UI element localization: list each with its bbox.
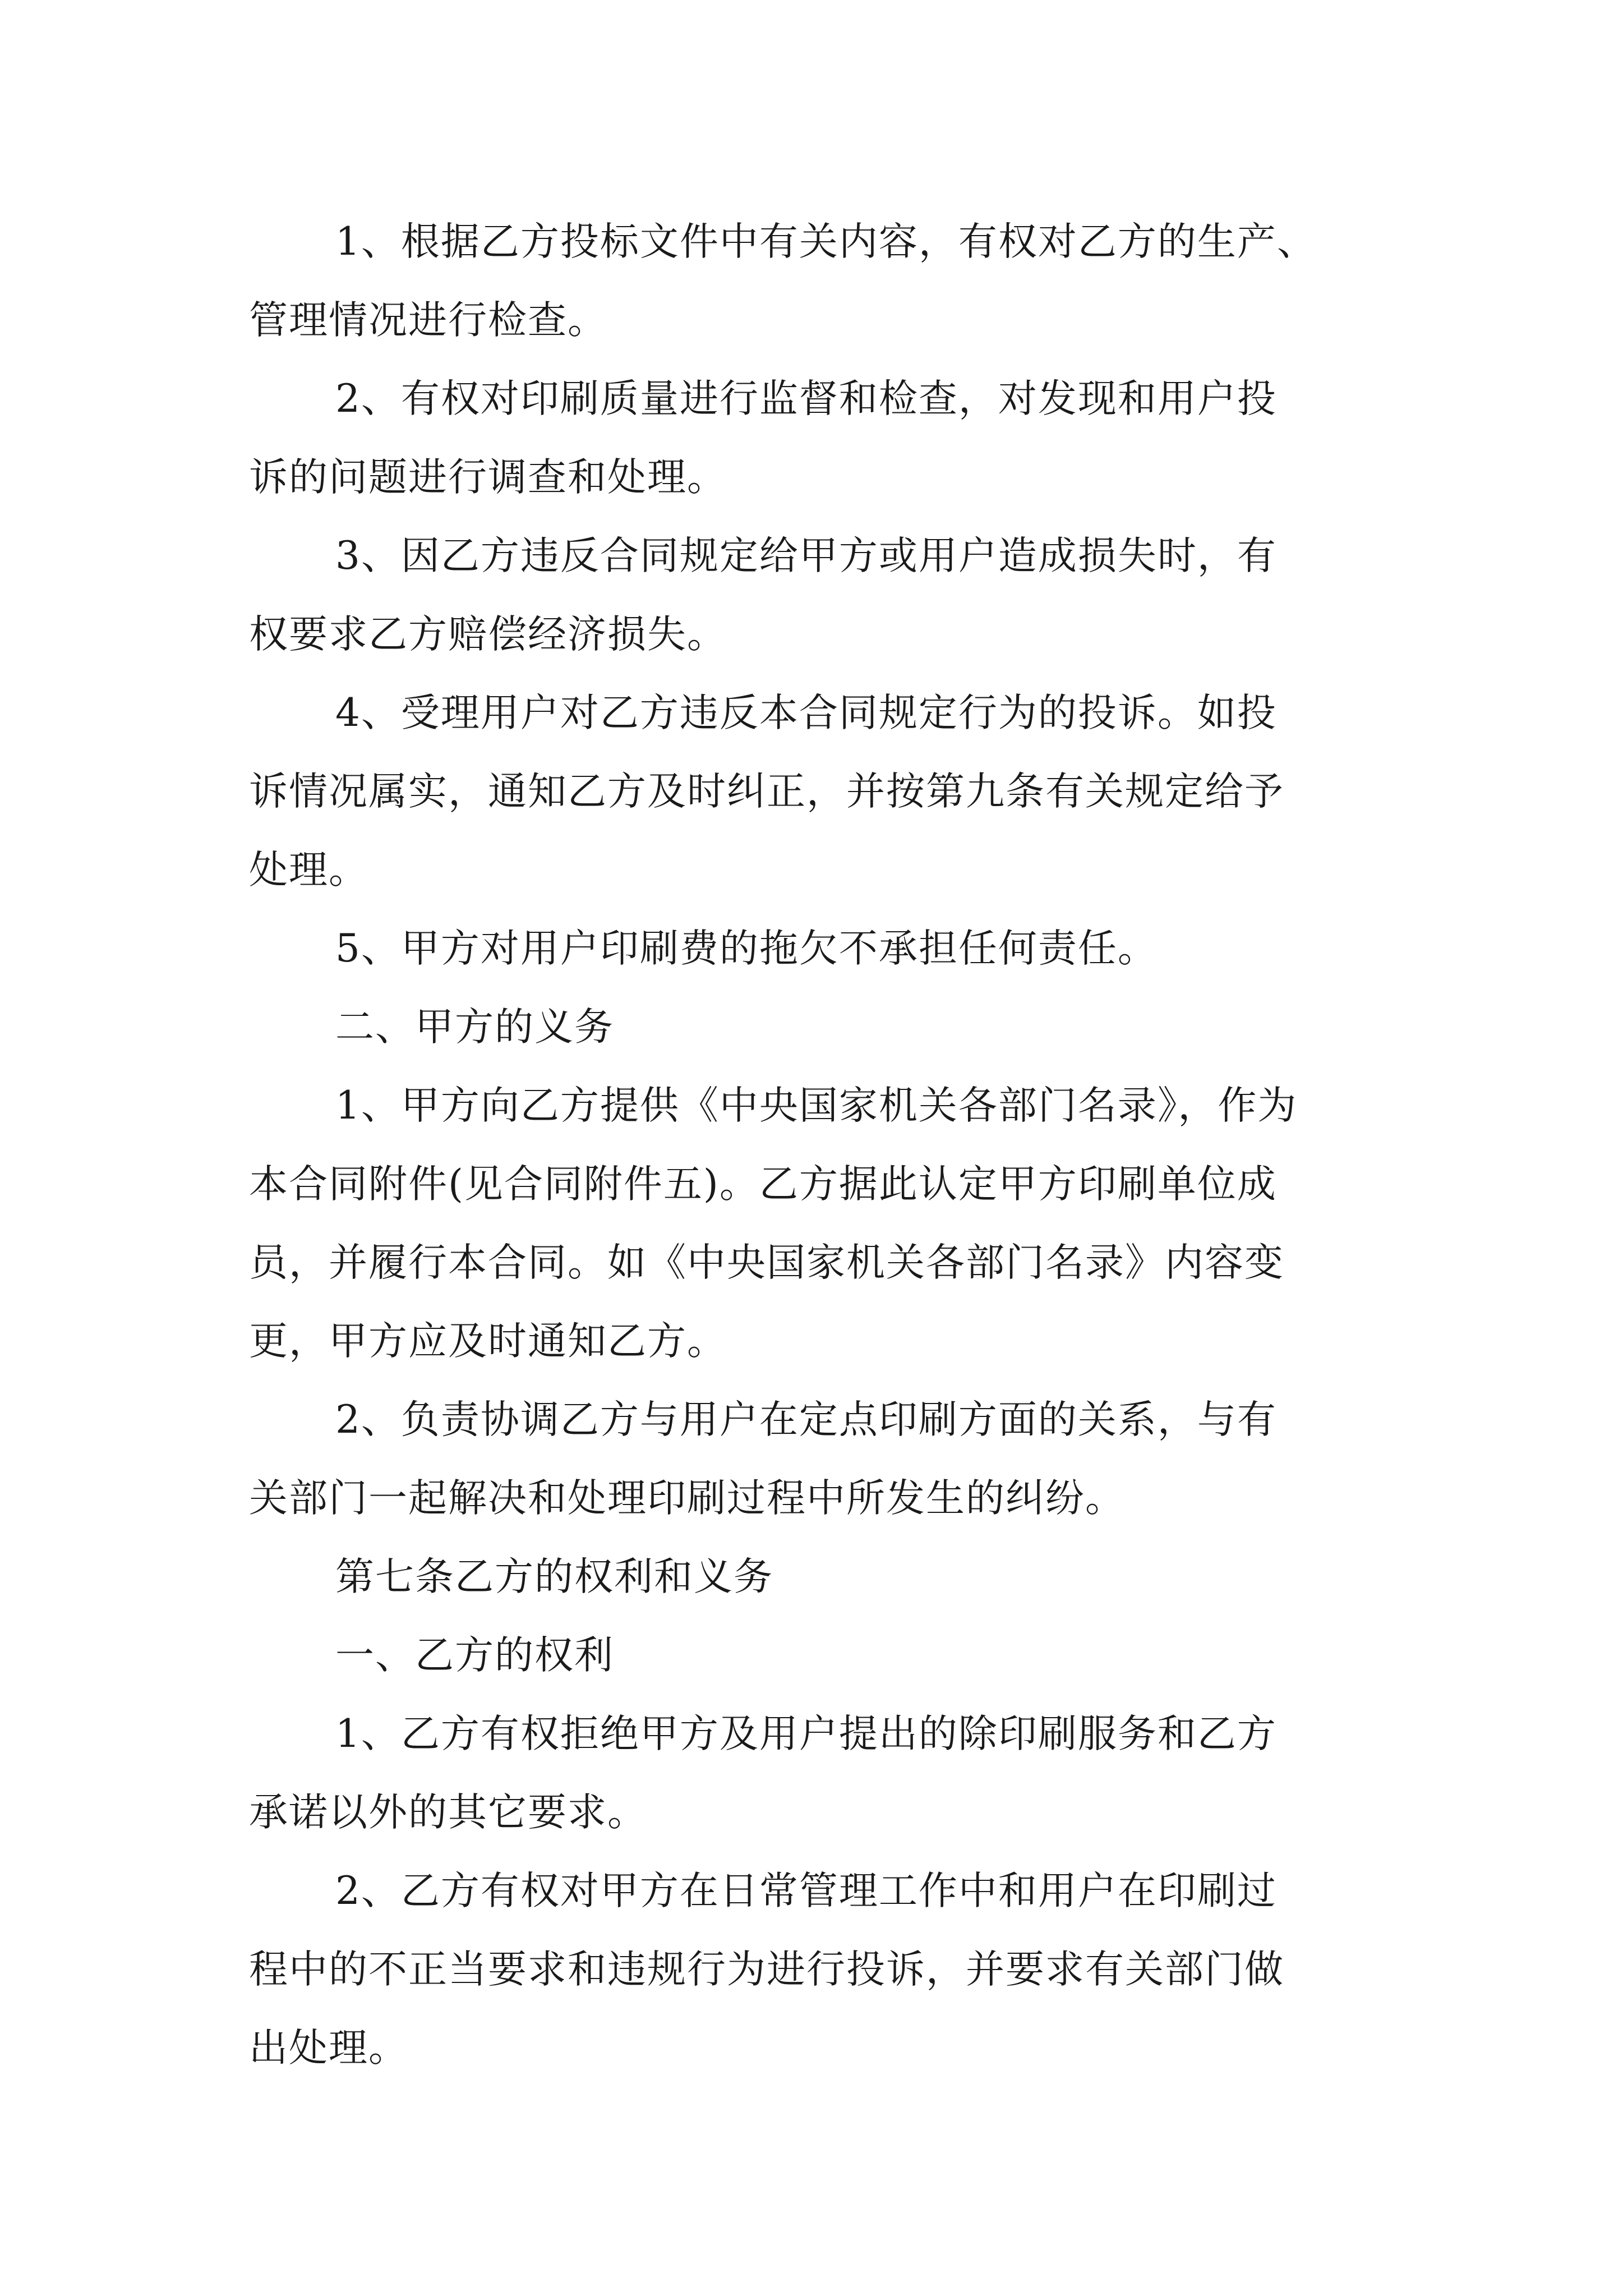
text-line: 4、受理用户对乙方违反本合同规定行为的投诉。如投 [335, 691, 1277, 735]
text-line: 权要求乙方赔偿经济损失。 [249, 612, 727, 657]
text-line: 2、乙方有权对甲方在日常管理工作中和用户在印刷过 [335, 1869, 1277, 1913]
text-line: 本合同附件(见合同附件五)。乙方据此认定甲方印刷单位成 [249, 1162, 1277, 1207]
text-line: 承诺以外的其它要求。 [249, 1790, 647, 1835]
text-line: 1、根据乙方投标文件中有关内容，有权对乙方的生产、 [335, 219, 1317, 264]
text-line: 更，甲方应及时通知乙方。 [249, 1319, 727, 1364]
text-line: 出处理。 [249, 2026, 408, 2070]
text-line: 诉情况属实，通知乙方及时纠正，并按第九条有关规定给予 [249, 769, 1284, 814]
text-line: 2、有权对印刷质量进行监督和检查，对发现和用户投 [335, 376, 1277, 421]
text-line: 程中的不正当要求和违规行为进行投诉，并要求有关部门做 [249, 1947, 1284, 1992]
text-line: 处理。 [249, 848, 368, 892]
section-heading: 一、乙方的权利 [335, 1633, 614, 1678]
text-line: 管理情况进行检查。 [249, 298, 607, 343]
text-line: 1、甲方向乙方提供《中央国家机关各部门名录》，作为 [335, 1083, 1298, 1128]
text-line: 1、乙方有权拒绝甲方及用户提出的除印刷服务和乙方 [335, 1711, 1277, 1756]
text-line: 员，并履行本合同。如《中央国家机关各部门名录》内容变 [249, 1240, 1284, 1285]
text-line: 诉的问题进行调查和处理。 [249, 455, 727, 500]
section-heading: 二、甲方的义务 [335, 1005, 614, 1050]
text-line: 关部门一起解决和处理印刷过程中所发生的纠纷。 [249, 1476, 1125, 1521]
text-line: 5、甲方对用户印刷费的拖欠不承担任何责任。 [335, 926, 1158, 971]
article-heading: 第七条乙方的权利和义务 [335, 1554, 773, 1599]
text-line: 2、负责协调乙方与用户在定点印刷方面的关系，与有 [335, 1397, 1277, 1442]
text-line: 3、因乙方违反合同规定给甲方或用户造成损失时，有 [335, 533, 1277, 578]
